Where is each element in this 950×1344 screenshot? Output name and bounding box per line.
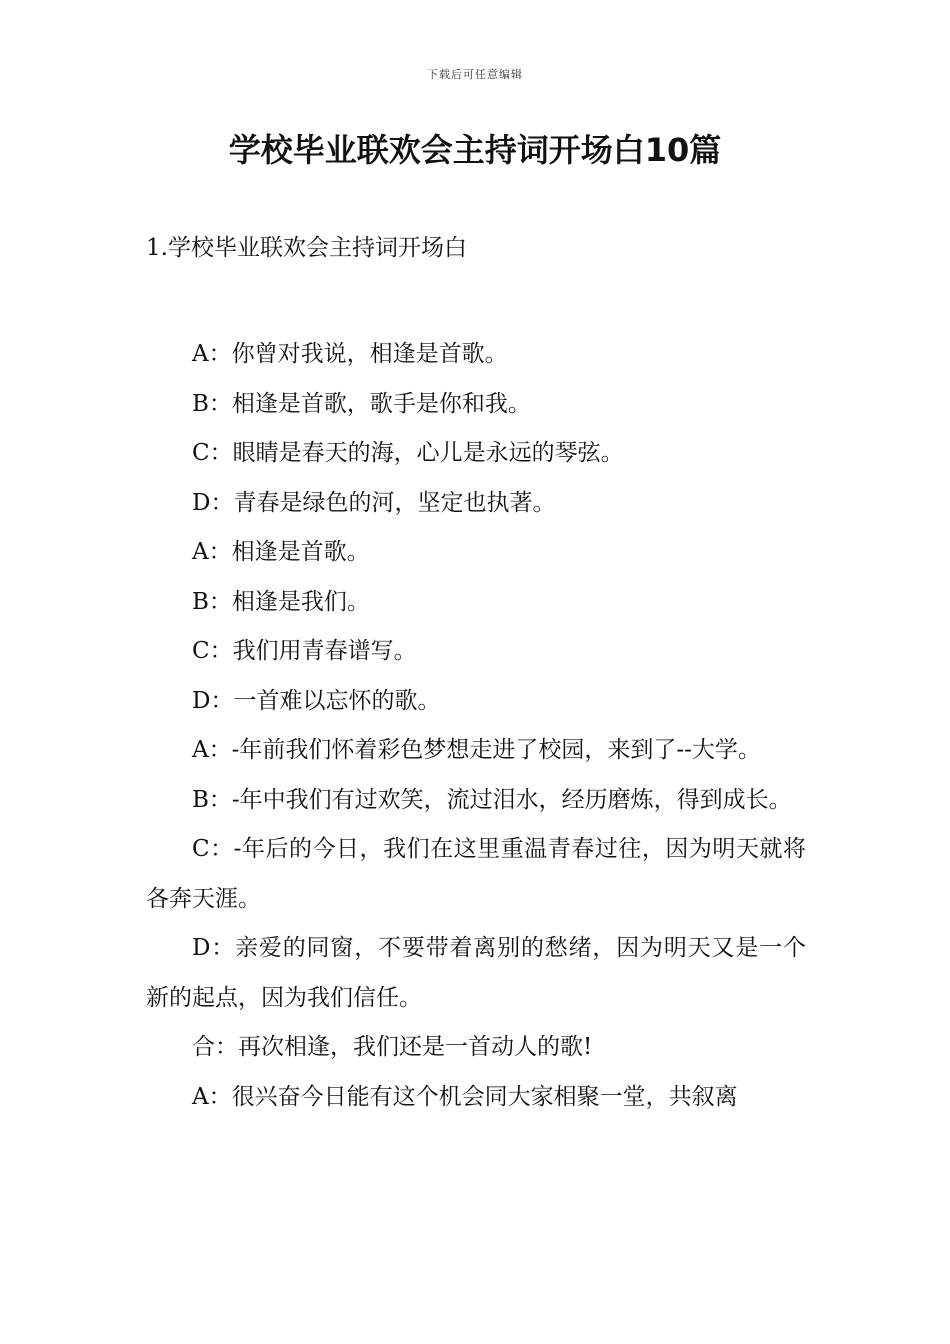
paragraph: C：我们用青春谱写。 <box>192 638 417 664</box>
paragraph: A：-年前我们怀着彩色梦想走进了校园，来到了--大学。 <box>192 737 761 763</box>
header-note: 下载后可任意编辑 <box>427 68 523 81</box>
paragraph: D：青春是绿色的河，坚定也执著。 <box>192 489 556 516</box>
paragraph: B：相逢是首歌，歌手是你和我。 <box>192 390 531 417</box>
paragraph: D：一首难以忘怀的歌。 <box>192 687 441 714</box>
paragraph: 合：再次相逢，我们还是一首动人的歌! <box>192 1034 593 1060</box>
paragraph: D：亲爱的同窗，不要带着离别的愁绪，因为明天又是一个新的起点，因为我们信任。 <box>146 935 806 1011</box>
paragraph: C：-年后的今日，我们在这里重温青春过往，因为明天就将各奔天涯。 <box>146 836 806 912</box>
paragraph: A：你曾对我说，相逢是首歌。 <box>192 341 508 367</box>
paragraph: A：很兴奋今日能有这个机会同大家相聚一堂，共叙离 <box>192 1083 738 1110</box>
paragraph: B：-年中我们有过欢笑，流过泪水，经历磨炼，得到成长。 <box>192 786 792 813</box>
section-heading: 1.学校毕业联欢会主持词开场白 <box>146 235 467 261</box>
paragraph: A：相逢是首歌。 <box>192 539 370 565</box>
paragraph: B：相逢是我们。 <box>192 588 370 615</box>
document-title: 学校毕业联欢会主持词开场白10篇 <box>228 131 722 169</box>
body-text <box>146 330 806 1122</box>
paragraph: C：眼睛是春天的海，心儿是永远的琴弦。 <box>192 440 624 466</box>
